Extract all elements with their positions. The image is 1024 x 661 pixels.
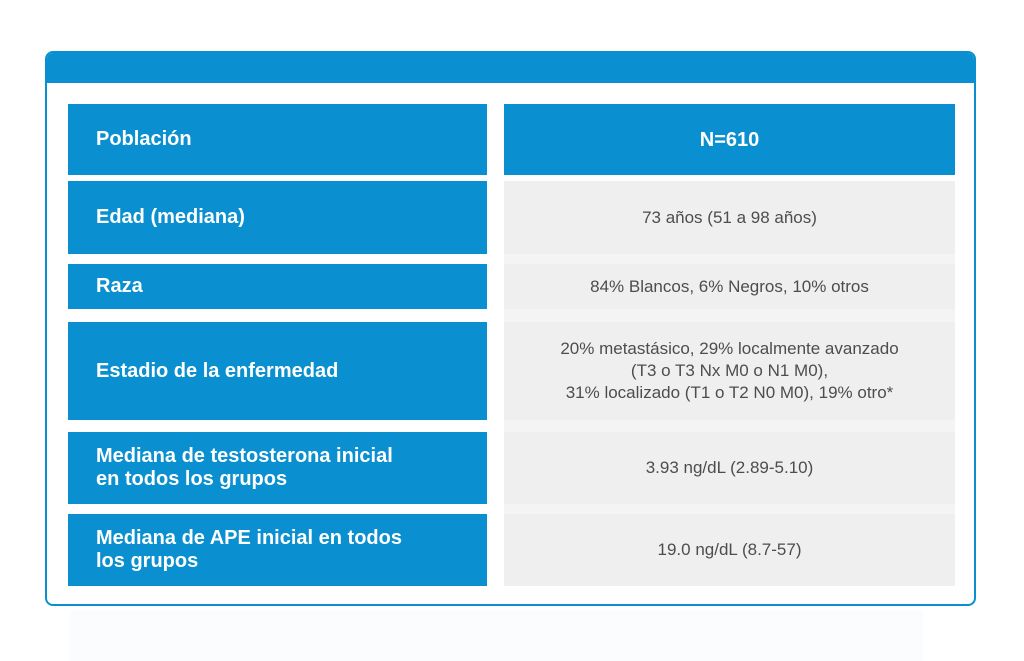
row-label-line: Mediana de APE inicial en todos — [96, 527, 402, 549]
row-value: 3.93 ng/dL (2.89-5.10) — [645, 458, 814, 477]
row-value-cell — [504, 181, 955, 254]
row-label-cell — [68, 322, 487, 420]
header-value: N=610 — [699, 128, 760, 151]
row-label: Raza — [96, 275, 143, 297]
header-value-cell — [504, 104, 955, 175]
row-value-line: 31% localizado (T1 o T2 N0 M0), 19% otro* — [565, 383, 894, 402]
background-band — [70, 610, 923, 661]
value-column-gap — [504, 420, 955, 432]
table-row — [68, 514, 955, 586]
row-value-cell — [504, 514, 955, 586]
row-value-line: (T3 o T3 Nx M0 o N1 M0), — [630, 361, 829, 380]
row-value-cell — [504, 264, 955, 309]
header-label: Población — [96, 128, 192, 150]
row-label-cell — [68, 514, 487, 586]
table-header-row — [68, 104, 955, 175]
row-label-cell — [68, 264, 487, 309]
row-value: 19.0 ng/dL (8.7-57) — [657, 540, 802, 559]
row-label-line: los grupos — [96, 550, 199, 572]
value-column-gap — [504, 309, 955, 322]
row-label: Estadio de la enfermedad — [96, 359, 339, 382]
row-value-line: 20% metastásico, 29% localmente avanzado — [560, 339, 899, 358]
table-row — [68, 322, 955, 420]
row-label-cell — [68, 432, 487, 504]
row-label-line: en todos los grupos — [96, 468, 288, 490]
row-value: 73 años (51 a 98 años) — [642, 207, 817, 227]
card-header-bar — [47, 53, 974, 83]
value-column-gap — [504, 254, 955, 264]
value-column-gap — [504, 504, 955, 514]
row-label-line: Mediana de testosterona inicial — [96, 445, 393, 467]
row-label: Edad (mediana) — [96, 206, 245, 228]
table-row — [68, 432, 955, 504]
header-label-cell — [68, 104, 487, 175]
table-row — [68, 264, 955, 309]
row-value-cell — [504, 322, 955, 420]
row-label-cell — [68, 181, 487, 254]
row-value-cell — [504, 432, 955, 504]
table-row — [68, 181, 955, 254]
row-value: 84% Blancos, 6% Negros, 10% otros — [590, 276, 869, 296]
